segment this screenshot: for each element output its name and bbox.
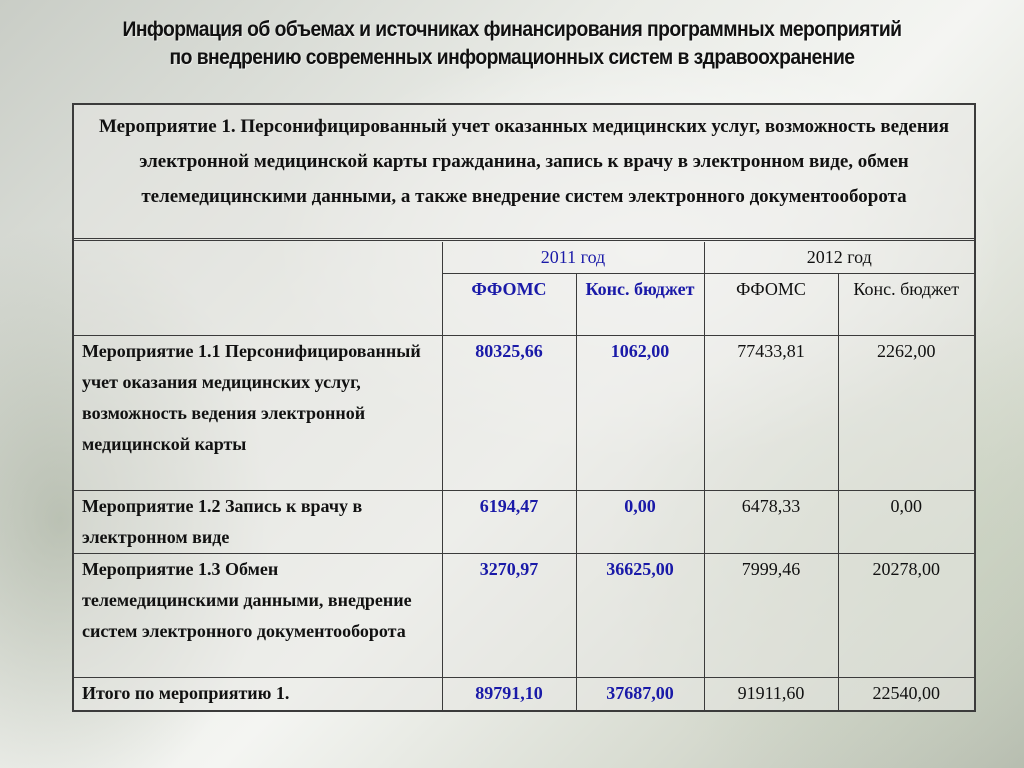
cell-budget-2011: 1062,00 <box>576 336 704 491</box>
title-line-2: по внедрению современных информационных систем в здравоохранение <box>169 46 855 69</box>
table-heading: Мероприятие 1. Персонифицированный учет оказанных медицинских услуг, возможность ведения электронной медицинской карты гражданина, запись к врачу в электронном виде, обмен телемедицинскими данными, а также внедрение систем электронного документооборота <box>74 105 974 241</box>
table-row <box>74 491 974 554</box>
row-name: Итого по мероприятию 1. <box>74 678 442 710</box>
cell-budget-2011: 0,00 <box>576 491 704 554</box>
cell-ffoms-2011: 3270,97 <box>442 554 576 678</box>
cell-ffoms-2011: 89791,10 <box>442 678 576 710</box>
row-name: Мероприятие 1.3 Обмен телемедицинскими данными, внедрение систем электронного документооборота <box>74 554 442 678</box>
cell-ffoms-2012: 7999,46 <box>704 554 838 678</box>
row-name: Мероприятие 1.1 Персонифицированный учет оказания медицинских услуг, возможность ведения электронной медицинской карты <box>74 336 442 491</box>
cell-budget-2012: 2262,00 <box>838 336 974 491</box>
cell-budget-2012: 20278,00 <box>838 554 974 678</box>
total-row <box>74 678 974 710</box>
empty-header-cell <box>74 242 442 336</box>
table-row <box>74 336 974 491</box>
year-header-row <box>74 242 974 274</box>
table-row <box>74 554 974 678</box>
cell-ffoms-2011: 6194,47 <box>442 491 576 554</box>
title-line-1: Информация об объемах и источниках финансирования программных мероприятий <box>122 18 902 41</box>
cell-budget-2012: 0,00 <box>838 491 974 554</box>
cell-ffoms-2012: 6478,33 <box>704 491 838 554</box>
year-2011-header: 2011 год <box>442 242 704 274</box>
col-ffoms-2011: ФФОМС <box>442 274 576 336</box>
cell-ffoms-2012: 77433,81 <box>704 336 838 491</box>
funding-table <box>74 242 974 710</box>
col-budget-2012: Конс. бюджет <box>838 274 974 336</box>
cell-budget-2011: 36625,00 <box>576 554 704 678</box>
year-2012-header: 2012 год <box>704 242 974 274</box>
slide-title <box>41 16 983 72</box>
row-name: Мероприятие 1.2 Запись к врачу в электронном виде <box>74 491 442 554</box>
cell-budget-2011: 37687,00 <box>576 678 704 710</box>
cell-budget-2012: 22540,00 <box>838 678 974 710</box>
col-budget-2011: Конс. бюджет <box>576 274 704 336</box>
col-ffoms-2012: ФФОМС <box>704 274 838 336</box>
cell-ffoms-2011: 80325,66 <box>442 336 576 491</box>
funding-table-container <box>72 103 976 712</box>
cell-ffoms-2012: 91911,60 <box>704 678 838 710</box>
